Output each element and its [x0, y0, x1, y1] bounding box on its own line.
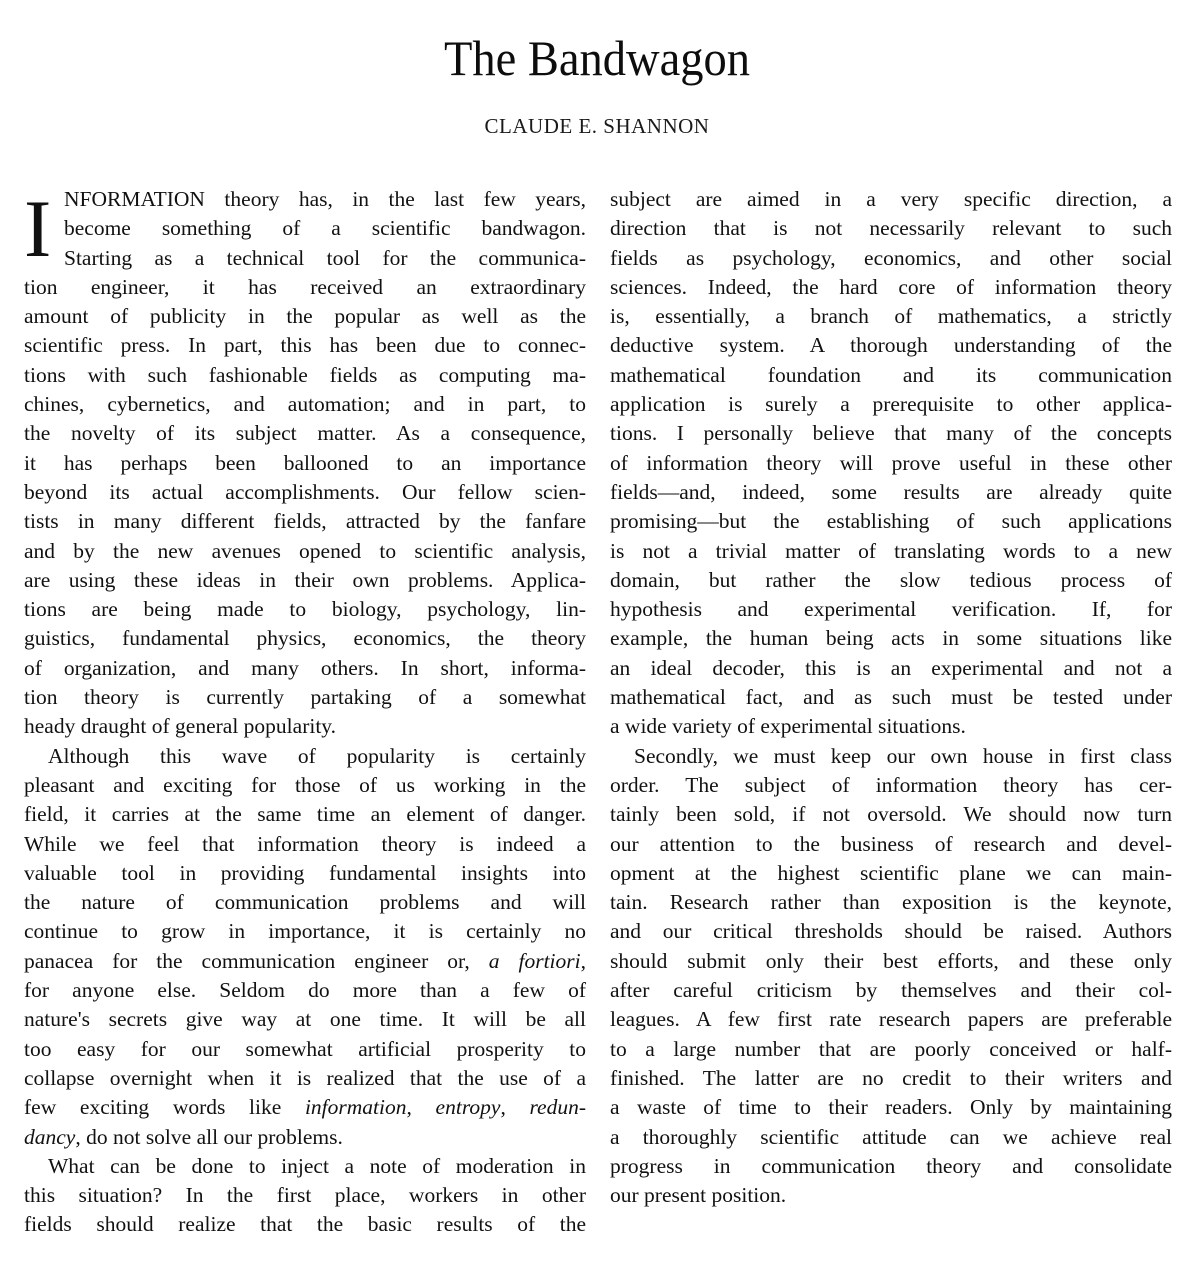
italic-text: redun-: [529, 1095, 587, 1120]
text-line: example, the human being acts in some situations like: [610, 626, 1172, 651]
text-line: is not a trivial matter of translating words to a new: [610, 538, 1172, 563]
text-line: tions. I personally believe that many of the concepts: [610, 421, 1172, 446]
text-line: What can be done to inject a note of moderation in: [48, 1153, 586, 1178]
text-line: tainly been sold, if not oversold. We should now turn: [610, 802, 1172, 827]
text-line: heady draught of general popularity.: [24, 714, 337, 739]
article-author: CLAUDE E. SHANNON: [484, 114, 710, 138]
text-line: While we feel that information theory is indeed a: [24, 831, 586, 856]
drop-cap: I: [24, 183, 52, 274]
text-line: [24, 1093, 586, 1122]
text-line: [24, 947, 586, 976]
text-line: of information theory will prove useful in these other: [610, 450, 1172, 475]
text-line: Secondly, we must keep our own house in first class: [634, 743, 1172, 768]
text-line: leagues. A few first rate research papers are preferable: [610, 1007, 1172, 1032]
text-line: finished. The latter are no credit to their writers and: [610, 1065, 1172, 1090]
text-span: ,: [500, 1095, 530, 1120]
text-line: continue to grow in importance, it is certainly no: [24, 919, 586, 944]
text-span: ,: [580, 948, 586, 973]
text-line: scientific press. In part, this has been due to connec-: [24, 333, 586, 358]
left-column: [24, 185, 586, 1240]
text-line: fields should realize that the basic results of the: [24, 1212, 586, 1237]
text-line: promising—but the establishing of such applications: [610, 509, 1172, 534]
text-line: a thoroughly scientific attitude can we achieve real: [610, 1124, 1172, 1149]
text-line: tions with such fashionable fields as computing ma-: [24, 362, 586, 387]
text-line: Although this wave of popularity is certainly: [48, 743, 586, 768]
italic-text: dancy: [24, 1124, 76, 1149]
text-line: a wide variety of experimental situations.: [610, 714, 966, 739]
text-line: fields as psychology, economics, and other social: [610, 245, 1172, 270]
text-line: [24, 1123, 586, 1152]
text-line: order. The subject of information theory has cer-: [610, 772, 1172, 797]
text-line: domain, but rather the slow tedious process of: [610, 567, 1172, 592]
text-line: too easy for our somewhat artificial prosperity to: [24, 1036, 586, 1061]
text-line: guistics, fundamental physics, economics, the theory: [24, 626, 586, 651]
text-span: panacea for the communication engineer or,: [24, 948, 489, 973]
text-line: to a large number that are poorly conceived or half-: [610, 1036, 1172, 1061]
text-line: tists in many different fields, attracted by the fanfare: [24, 509, 586, 534]
italic-text: information: [304, 1095, 407, 1120]
text-line: is, essentially, a branch of mathematics, a strictly: [610, 304, 1172, 329]
text-line: amount of publicity in the popular as well as the: [24, 304, 586, 329]
text-line: NFORMATION theory has, in the last few years,: [64, 187, 586, 211]
text-line: are using these ideas in their own problems. Applica-: [24, 567, 586, 592]
text-line: this situation? In the first place, workers in other: [24, 1183, 586, 1208]
article-title: The Bandwagon: [443, 30, 751, 86]
text-line: pleasant and exciting for those of us working in the: [24, 772, 586, 797]
text-line: and our critical thresholds should be raised. Authors: [610, 919, 1172, 944]
text-line: nature's secrets give way at one time. It will be all: [24, 1007, 586, 1032]
italic-text: a fortiori: [488, 948, 581, 973]
text-line: and by the new avenues opened to scientific analysis,: [24, 538, 586, 563]
text-line: our present position.: [610, 1183, 787, 1208]
text-span: ,: [406, 1095, 436, 1120]
text-line: valuable tool in providing fundamental insights into: [24, 860, 586, 885]
text-line: of organization, and many others. In short, informa-: [24, 655, 586, 680]
right-column: [610, 185, 1172, 1210]
text-line: opment at the highest scientific plane we can main-: [610, 860, 1172, 885]
text-line: application is surely a prerequisite to other applica-: [610, 392, 1172, 417]
text-line: should submit only their best efforts, and these only: [610, 948, 1172, 973]
text-line: a waste of time to their readers. Only by maintaining: [610, 1095, 1172, 1120]
text-span: , do not solve all our problems.: [75, 1124, 343, 1149]
text-line: become something of a scientific bandwagon.: [64, 216, 586, 241]
text-line: for anyone else. Seldom do more than a few of: [24, 978, 586, 1003]
text-span: few exciting words like: [24, 1095, 305, 1120]
text-line: tions are being made to biology, psychology, lin-: [24, 597, 586, 622]
text-line: beyond its actual accomplishments. Our fellow scien-: [24, 479, 586, 504]
text-line: it has perhaps been ballooned to an importance: [24, 450, 586, 475]
text-line: tion theory is currently partaking of a somewhat: [24, 685, 586, 710]
text-line: tion engineer, it has received an extraordinary: [24, 274, 586, 299]
text-line: the novelty of its subject matter. As a consequence,: [24, 421, 586, 446]
text-line: hypothesis and experimental verification. If, for: [610, 597, 1172, 622]
text-line: mathematical foundation and its communication: [610, 362, 1172, 387]
text-line: Starting as a technical tool for the communica-: [64, 245, 586, 270]
italic-text: entropy: [435, 1095, 501, 1120]
text-line: after careful criticism by themselves and their col-: [610, 978, 1172, 1003]
text-line: direction that is not necessarily relevant to such: [610, 216, 1172, 241]
text-line: field, it carries at the same time an element of danger.: [24, 802, 586, 827]
text-line: tain. Research rather than exposition is the keynote,: [610, 890, 1172, 915]
text-line: an ideal decoder, this is an experimental and not a: [610, 655, 1172, 680]
text-line: subject are aimed in a very specific direction, a: [610, 187, 1172, 211]
text-line: fields—and, indeed, some results are already quite: [610, 479, 1172, 504]
text-line: mathematical fact, and as such must be tested under: [610, 685, 1172, 710]
text-line: sciences. Indeed, the hard core of information theory: [610, 274, 1172, 299]
text-line: our attention to the business of research and devel-: [610, 831, 1172, 856]
text-line: chines, cybernetics, and automation; and in part, to: [24, 392, 586, 417]
text-line: the nature of communication problems and will: [24, 890, 586, 915]
text-line: collapse overnight when it is realized that the use of a: [24, 1065, 586, 1090]
text-line: progress in communication theory and consolidate: [610, 1153, 1172, 1178]
text-line: deductive system. A thorough understanding of the: [610, 333, 1172, 358]
